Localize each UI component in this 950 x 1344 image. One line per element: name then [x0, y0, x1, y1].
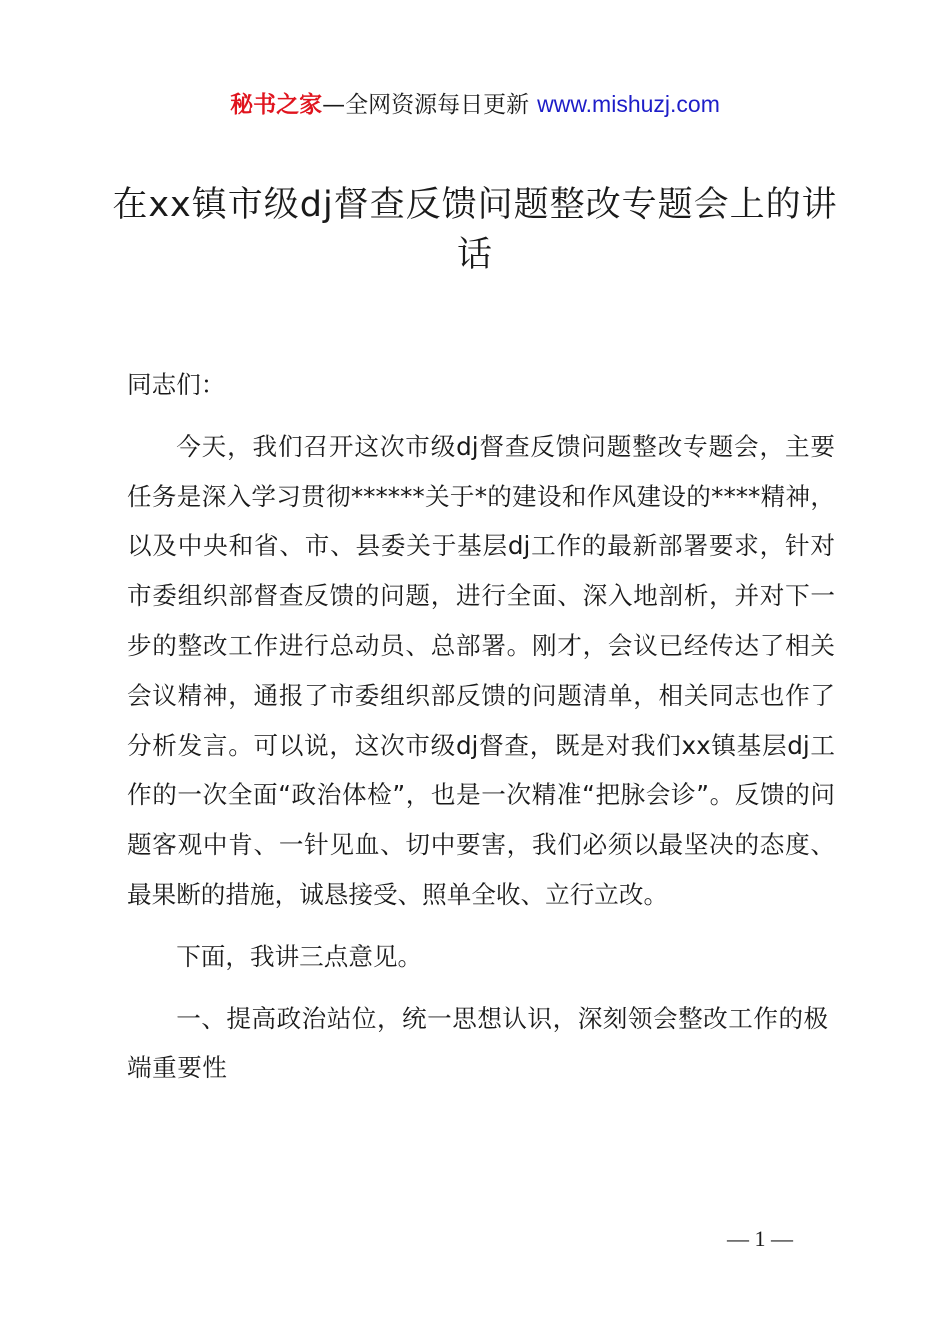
salutation: 同志们： [127, 370, 226, 399]
paragraph-transition: 下面，我讲三点意见。 [176, 941, 423, 971]
site-header [0, 88, 950, 121]
site-url-link[interactable]: www.mishuzj.com [537, 91, 720, 117]
site-slogan: —全网资源每日更新 [322, 92, 530, 118]
section-heading-1: 一、提高政治站位，统一思想认识，深刻领会整改工作的极端重要性 [127, 1003, 829, 1083]
document-body [127, 360, 835, 1093]
paragraph-intro: 今天，我们召开这次市级dj督查反馈问题整改专题会，主要任务是深入学习贯彻******关于*的建设和作风建设的****精神，以及中央和省、市、县委关于基层dj工作的最新部署要求，针对市委组织部督查反馈的问题，进行全面、深入地剖析，并对下一步的整改工作进行总动员、总部署。刚才，会议已经传达了相关会议精神，通报了市委组织部反馈的问题清单，相关同志也作了分析发言。可以说，这次市级dj督查，既是对我们xx镇基层dj工作的一次全面“政治体检”，也是一次精准“把脉会诊”。反馈的问题客观中肯、一针见血、切中要害，我们必须以最坚决的态度、最果断的措施，诚恳接受、照单全收、立行立改。 [127, 431, 835, 909]
page-number: — 1 — [727, 1226, 793, 1251]
document-title: 在xx镇市级dj督查反馈问题整改专题会上的讲话 [112, 185, 838, 275]
site-brand: 秘书之家 [230, 92, 323, 118]
